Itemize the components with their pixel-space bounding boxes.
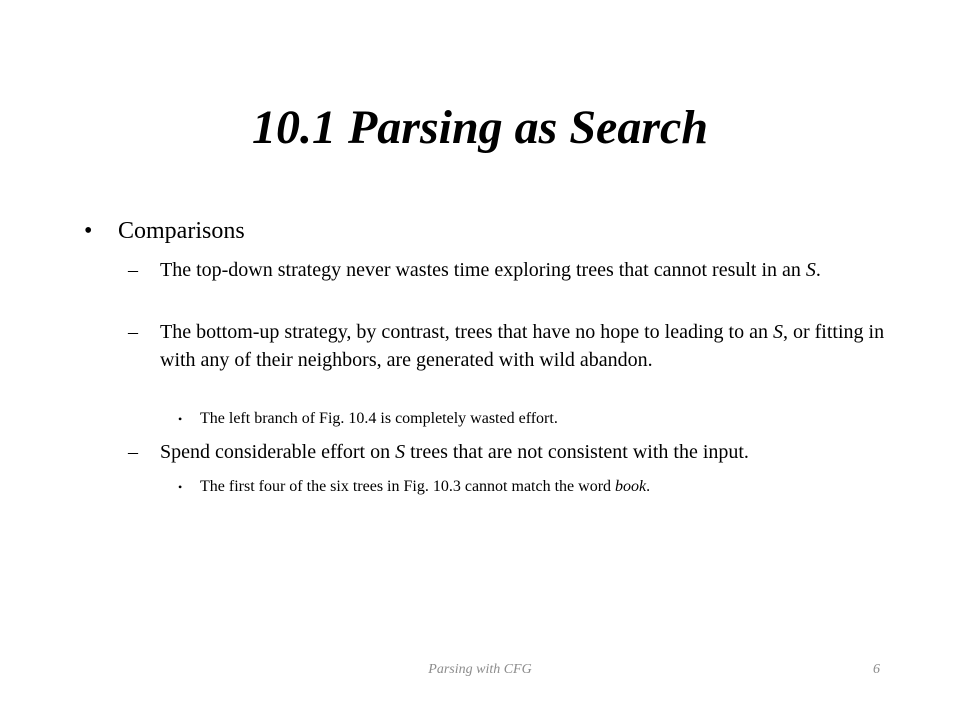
footer-title: Parsing with CFG [428,662,532,677]
dash-marker: – [128,441,138,463]
sub-bullet-text: Spend considerable effort on S trees that are not consistent with the input. [160,441,749,463]
sub-bullet-top-down [128,256,888,284]
dash-marker: – [128,321,138,343]
page-number: 6 [873,662,880,677]
dash-marker: – [128,259,138,281]
sub-sub-bullet-text: The first four of the six trees in Fig. 10.3 cannot match the word book. [200,478,651,495]
dot-marker: • [178,480,183,494]
bullet-comparisons [84,216,245,246]
sub-sub-bullet-first-four [178,476,898,498]
bullet-text: Comparisons [118,218,245,244]
sub-sub-bullet-left-branch [178,408,898,430]
sub-sub-bullet-text: The left branch of Fig. 10.4 is completely wasted effort. [200,410,558,427]
sub-bullet-bottom-up [128,318,888,374]
sub-bullet-considerable-effort [128,438,888,466]
slide-title: 10.1 Parsing as Search [251,101,709,154]
sub-bullet-text: The top-down strategy never wastes time exploring trees that cannot result in an S. [160,259,821,281]
bullet-marker: • [84,218,93,244]
dot-marker: • [178,412,183,426]
sub-bullet-text: The bottom-up strategy, by contrast, trees that have no hope to leading to an S, or fitting in with any of their neighbors, are generated with wild abandon. [160,321,885,371]
